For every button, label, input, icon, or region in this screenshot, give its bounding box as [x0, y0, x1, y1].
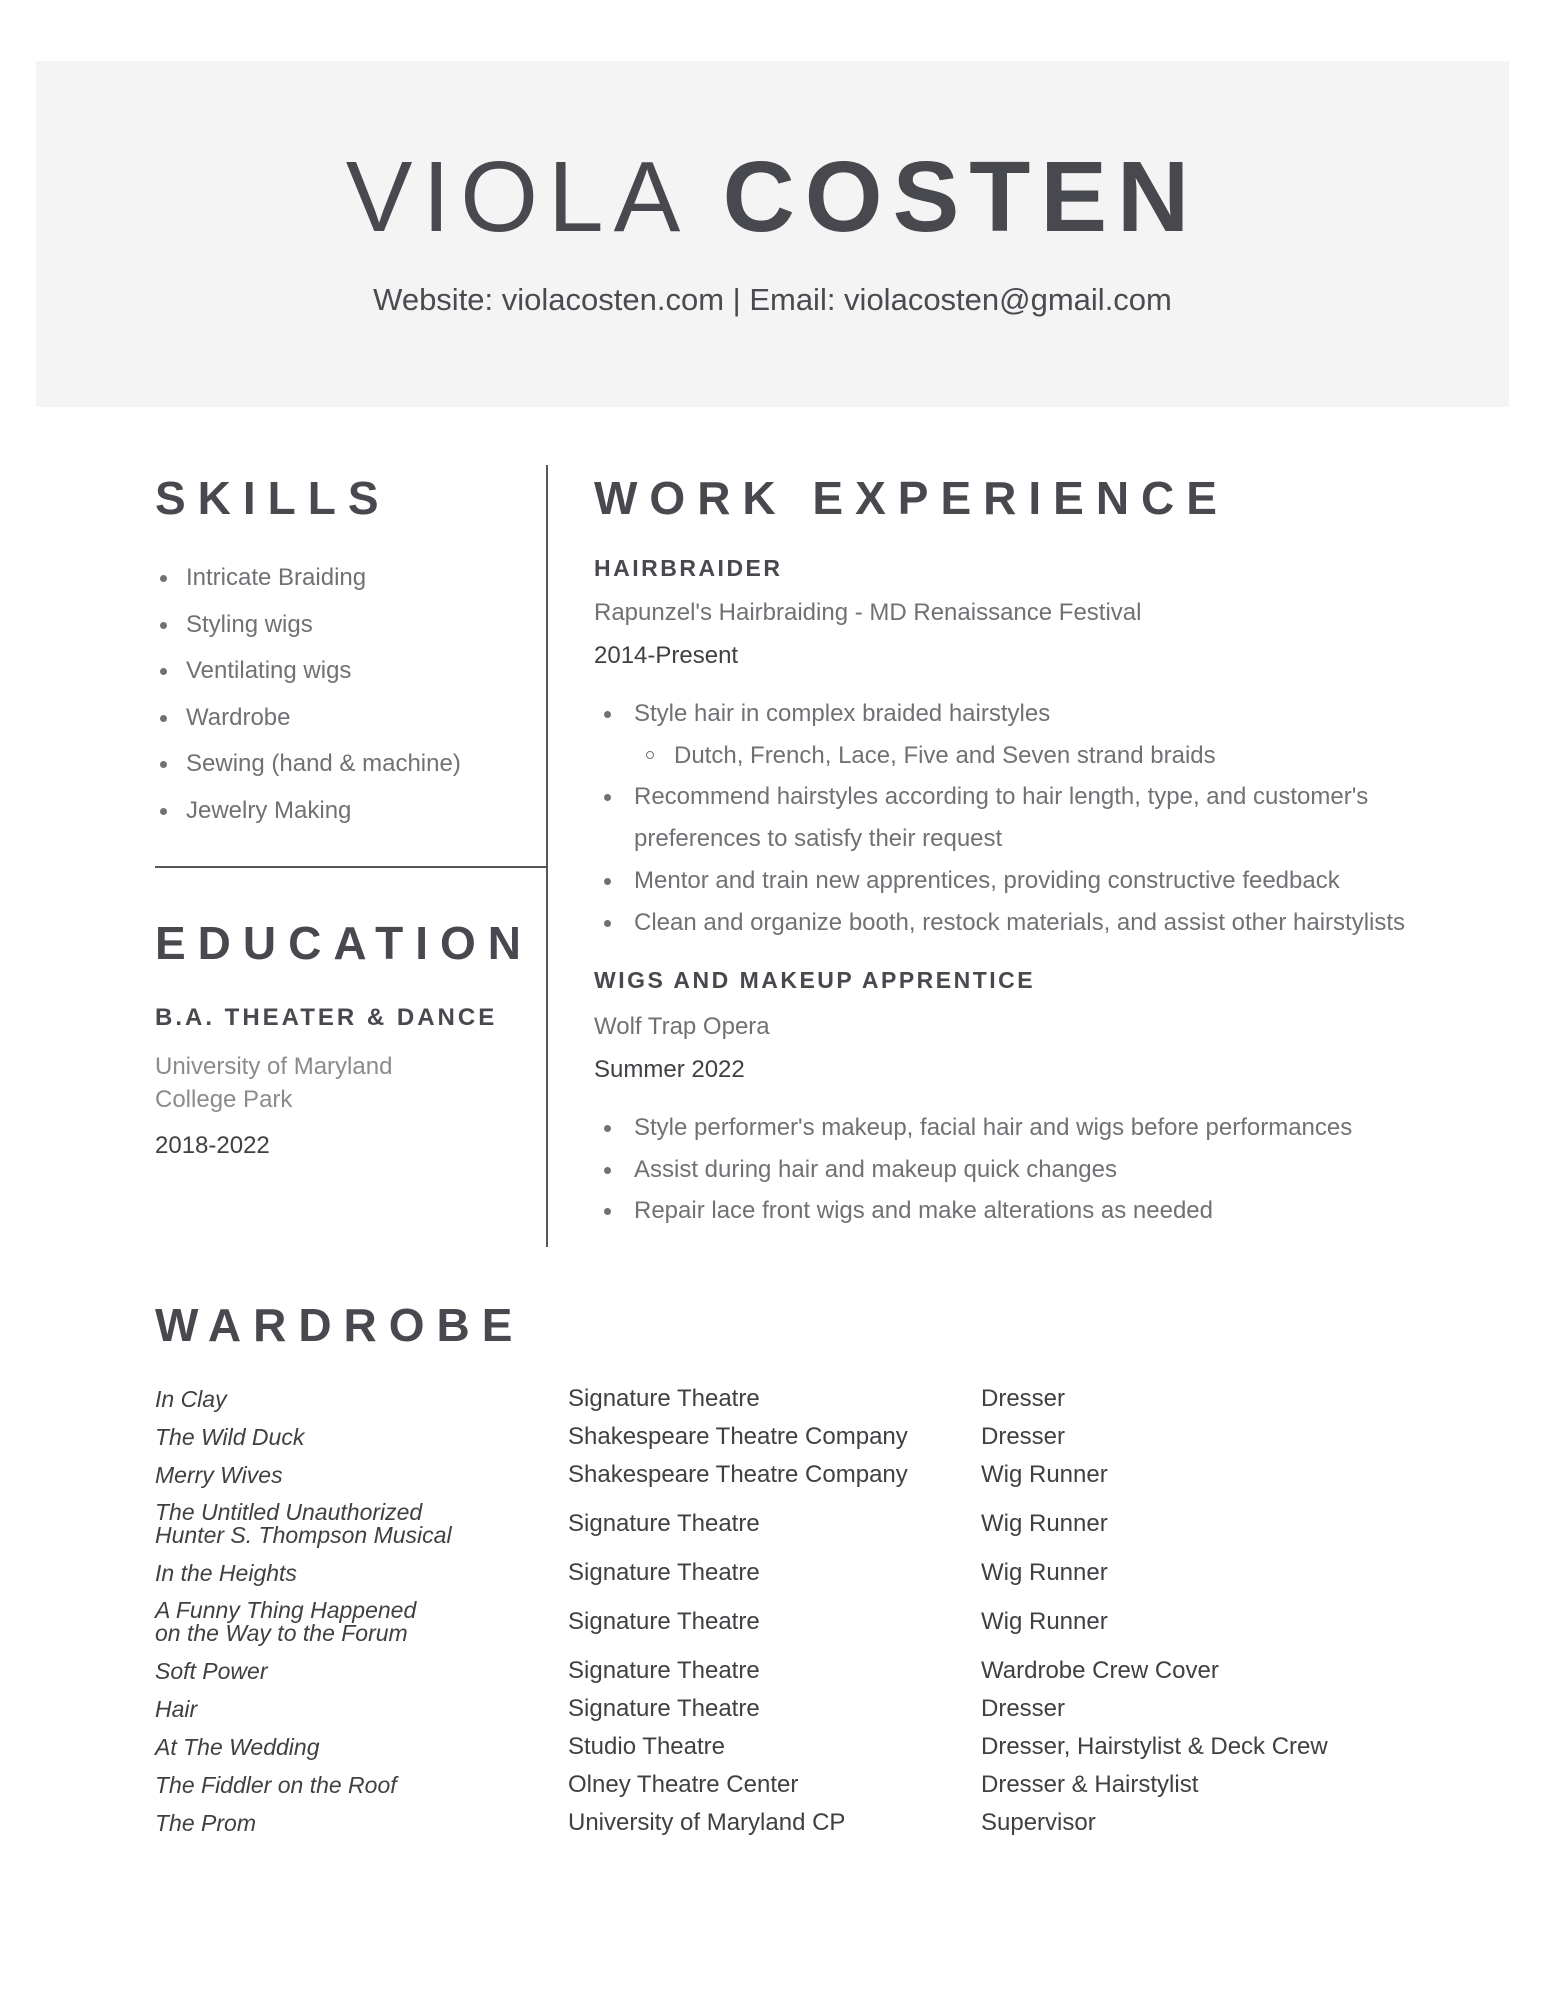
school-line: College Park	[155, 1086, 293, 1113]
show-title	[155, 1657, 568, 1684]
bullet-icon	[160, 668, 167, 675]
job-company: Wolf Trap Opera	[594, 1013, 770, 1040]
job-dates: Summer 2022	[594, 1056, 745, 1083]
theatre-company: Signature Theatre	[568, 1657, 760, 1684]
bullet-icon	[160, 761, 167, 768]
show-title-line: Merry Wives	[155, 1461, 283, 1488]
table-row	[155, 1418, 1495, 1456]
duty-text: Style hair in complex braided hairstyles	[634, 700, 1051, 727]
theatre-company: Signature Theatre	[568, 1510, 760, 1537]
contact-line: Website: violacosten.com | Email: violacosten@gmail.com	[373, 282, 1172, 317]
role: Dresser	[981, 1423, 1066, 1450]
show-title	[155, 1423, 568, 1450]
theatre-company: Studio Theatre	[568, 1733, 725, 1760]
work-experience-heading: WORK EXPERIENCE	[594, 472, 1229, 524]
duty-item	[594, 693, 1494, 735]
role: Supervisor	[981, 1809, 1096, 1836]
table-row	[155, 1592, 1495, 1652]
skill-item	[155, 648, 535, 695]
show-title-line: Hair	[155, 1695, 198, 1722]
theatre-company: Signature Theatre	[568, 1608, 760, 1635]
skills-education-divider	[155, 866, 547, 868]
table-row	[155, 1380, 1495, 1418]
show-title-line: In the Heights	[155, 1559, 297, 1586]
skill-label: Ventilating wigs	[186, 657, 352, 684]
show-title	[155, 1809, 568, 1836]
show-title-line: The Fiddler on the Roof	[155, 1771, 397, 1798]
first-name: VIOLA	[345, 141, 685, 253]
show-title-line: Soft Power	[155, 1657, 268, 1684]
theatre-company: Olney Theatre Center	[568, 1771, 799, 1798]
duty-subitem	[594, 735, 1494, 777]
duty-text: Clean and organize booth, restock materials, and assist other hairstylists	[634, 908, 1406, 936]
role: Dresser & Hairstylist	[981, 1771, 1199, 1798]
skill-label: Intricate Braiding	[186, 564, 367, 591]
skills-heading: SKILLS	[155, 472, 391, 524]
show-title	[155, 1695, 568, 1722]
skill-label: Jewelry Making	[186, 796, 352, 824]
duty-item	[594, 1190, 1494, 1232]
duty-text: Mentor and train new apprentices, providing constructive feedback	[634, 866, 1340, 894]
bullet-icon	[604, 1208, 611, 1215]
table-row	[155, 1652, 1495, 1690]
skill-item	[155, 555, 535, 602]
job-title: HAIRBRAIDER	[594, 555, 783, 581]
show-title-line: A Funny Thing Happened	[155, 1597, 417, 1623]
show-title	[155, 1771, 568, 1798]
skill-label: Wardrobe	[186, 703, 291, 731]
role: Dresser	[981, 1385, 1066, 1412]
show-title-line: At The Wedding	[155, 1733, 320, 1760]
duty-text: Style performer's makeup, facial hair and wigs before performances	[634, 1114, 1353, 1141]
show-title	[155, 1501, 568, 1547]
bullet-icon	[604, 878, 611, 885]
duty-text: preferences to satisfy their request	[634, 825, 1003, 853]
job-dates: 2014-Present	[594, 642, 739, 669]
school-line: University of Maryland	[155, 1053, 393, 1080]
job-title: WIGS AND MAKEUP APPRENTICE	[594, 967, 1036, 993]
bullet-icon	[160, 575, 167, 582]
show-title	[155, 1733, 568, 1760]
role: Dresser, Hairstylist & Deck Crew	[981, 1733, 1328, 1760]
skill-item	[155, 788, 535, 835]
show-title	[155, 1461, 568, 1488]
table-row	[155, 1728, 1495, 1766]
duty-item	[594, 1107, 1494, 1149]
show-title-line: The Prom	[155, 1809, 256, 1836]
theatre-company: Shakespeare Theatre Company	[568, 1461, 908, 1488]
duty-text: Repair lace front wigs and make alterations as needed	[634, 1197, 1213, 1225]
role: Wig Runner	[981, 1461, 1108, 1488]
role: Wig Runner	[981, 1608, 1108, 1635]
school-name	[155, 1050, 535, 1116]
show-title-line: In Clay	[155, 1385, 227, 1412]
degree-title: B.A. THEATER & DANCE	[155, 1004, 498, 1031]
show-title-line: on the Way to the Forum	[155, 1620, 408, 1646]
show-title-line: Hunter S. Thompson Musical	[155, 1522, 452, 1548]
role: Wig Runner	[981, 1510, 1108, 1537]
job-company: Rapunzel's Hairbraiding - MD Renaissance Festival	[594, 599, 1142, 626]
show-title-line: The Untitled Unauthorized	[155, 1499, 423, 1525]
job-duties	[594, 1107, 1494, 1232]
bullet-icon	[160, 808, 167, 815]
theatre-company: Signature Theatre	[568, 1695, 760, 1722]
theatre-company: University of Maryland CP	[568, 1809, 846, 1836]
show-title-line: The Wild Duck	[155, 1423, 305, 1450]
show-title	[155, 1599, 568, 1645]
column-divider	[546, 465, 548, 1247]
skill-label: Styling wigs	[186, 610, 313, 638]
bullet-icon	[160, 715, 167, 722]
theatre-company: Signature Theatre	[568, 1385, 760, 1412]
duty-item	[594, 776, 1494, 818]
skill-item	[155, 695, 535, 742]
role: Wig Runner	[981, 1559, 1108, 1586]
duty-text: Dutch, French, Lace, Five and Seven strand braids	[674, 741, 1216, 769]
table-row	[155, 1554, 1495, 1592]
skills-list	[155, 555, 535, 834]
wardrobe-table	[155, 1380, 1495, 1842]
table-row	[155, 1690, 1495, 1728]
bullet-icon	[604, 711, 611, 718]
duty-item	[594, 860, 1494, 902]
bullet-icon	[160, 622, 167, 629]
role: Dresser	[981, 1695, 1066, 1722]
duty-item	[594, 902, 1494, 944]
bullet-icon	[604, 1125, 611, 1132]
table-row	[155, 1766, 1495, 1804]
bullet-icon	[604, 920, 611, 927]
skill-item	[155, 741, 535, 788]
education-heading: EDUCATION	[155, 917, 534, 969]
table-row	[155, 1494, 1495, 1554]
job-duties	[594, 693, 1494, 943]
duty-item-continuation	[594, 818, 1494, 860]
theatre-company: Shakespeare Theatre Company	[568, 1423, 908, 1450]
show-title	[155, 1385, 568, 1412]
role: Wardrobe Crew Cover	[981, 1657, 1219, 1684]
theatre-company: Signature Theatre	[568, 1559, 760, 1586]
duty-text: Assist during hair and makeup quick changes	[634, 1155, 1117, 1183]
table-row	[155, 1456, 1495, 1494]
hollow-bullet-icon	[646, 751, 654, 759]
last-name: COSTEN	[722, 141, 1200, 253]
candidate-name	[0, 137, 1545, 257]
duty-item	[594, 1149, 1494, 1191]
bullet-icon	[604, 1167, 611, 1174]
duty-text: Recommend hairstyles according to hair length, type, and customer's	[634, 783, 1369, 811]
skill-label: Sewing (hand & machine)	[186, 750, 461, 777]
show-title	[155, 1559, 568, 1586]
bullet-icon	[604, 794, 611, 801]
table-row	[155, 1804, 1495, 1842]
education-years: 2018-2022	[155, 1132, 270, 1159]
wardrobe-heading: WARDROBE	[155, 1299, 525, 1351]
skill-item	[155, 602, 535, 649]
